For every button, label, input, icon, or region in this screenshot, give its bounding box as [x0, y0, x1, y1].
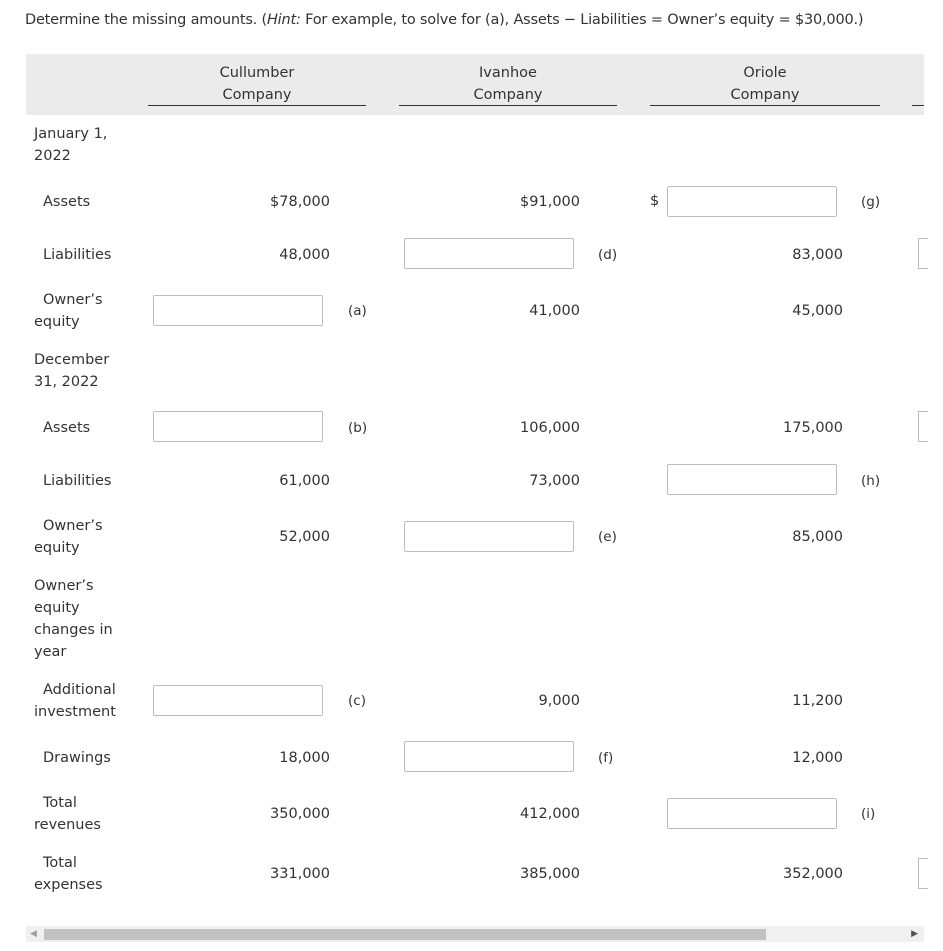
ivanhoe-total-revenues: 412,000 [520, 806, 580, 822]
input-d[interactable] [404, 238, 574, 269]
ivanhoe-additional-investment: 9,000 [538, 693, 580, 709]
row-label-liabilities: Liabilities [43, 247, 112, 263]
cullumber-equity-dec: 52,000 [279, 529, 330, 545]
input-e[interactable] [404, 521, 574, 552]
tag-a: (a) [348, 303, 367, 319]
scroll-right-icon[interactable]: ▶ [911, 929, 918, 939]
row-label-total-expenses: Total expenses [34, 855, 103, 893]
cullumber-total-revenues: 350,000 [270, 806, 330, 822]
cullumber-total-expenses: 331,000 [270, 866, 330, 882]
column-underline [148, 105, 366, 106]
row-label-owners-equity: Owner’s equity [34, 518, 103, 556]
instructions-text: Determine the missing amounts. (Hint: For example, to solve for (a), Assets − Liabilities = Owner’s equity = $30,000.) [25, 12, 864, 28]
offscreen-input[interactable] [918, 858, 928, 889]
column-underline [650, 105, 880, 106]
tag-d: (d) [598, 247, 618, 263]
cullumber-assets-jan: $78,000 [270, 194, 330, 210]
ivanhoe-equity-jan: 41,000 [529, 303, 580, 319]
ivanhoe-assets-jan: $91,000 [520, 194, 580, 210]
ivanhoe-total-expenses: 385,000 [520, 866, 580, 882]
column-header-ivanhoe: Ivanhoe Company [473, 65, 543, 103]
row-label-liabilities: Liabilities [43, 473, 112, 489]
input-i[interactable] [667, 798, 837, 829]
ivanhoe-assets-dec: 106,000 [520, 420, 580, 436]
tag-b: (b) [348, 420, 368, 436]
row-label-owners-equity: Owner’s equity [34, 292, 103, 330]
input-b[interactable] [153, 411, 323, 442]
dollar-sign: $ [650, 193, 660, 209]
row-label-drawings: Drawings [43, 750, 111, 766]
scrollbar-thumb[interactable] [44, 929, 766, 940]
tag-i: (i) [861, 806, 876, 822]
column-header-oriole: Oriole Company [730, 65, 800, 103]
cullumber-liabilities-jan: 48,000 [279, 247, 330, 263]
column-header-cullumber: Cullumber Company [219, 65, 295, 103]
oriole-total-expenses: 352,000 [783, 866, 843, 882]
tag-f: (f) [598, 750, 614, 766]
input-g[interactable] [667, 186, 837, 217]
scroll-left-icon[interactable]: ◀ [30, 929, 37, 939]
input-a[interactable] [153, 295, 323, 326]
offscreen-input[interactable] [918, 238, 928, 269]
tag-e: (e) [598, 529, 617, 545]
input-c[interactable] [153, 685, 323, 716]
input-f[interactable] [404, 741, 574, 772]
section-label-dec31: December 31, 2022 [34, 352, 110, 390]
tag-h: (h) [861, 473, 881, 489]
column-underline [399, 105, 617, 106]
oriole-assets-dec: 175,000 [783, 420, 843, 436]
tag-c: (c) [348, 693, 366, 709]
column-underline [912, 105, 924, 106]
ivanhoe-liabilities-dec: 73,000 [529, 473, 580, 489]
oriole-equity-dec: 85,000 [792, 529, 843, 545]
row-label-additional-investment: Additional investment [34, 682, 116, 720]
horizontal-scrollbar[interactable] [26, 926, 924, 942]
cullumber-liabilities-dec: 61,000 [279, 473, 330, 489]
cullumber-drawings: 18,000 [279, 750, 330, 766]
tag-g: (g) [861, 194, 881, 210]
section-label-changes: Owner’s equity changes in year [34, 578, 113, 660]
row-label-assets: Assets [43, 420, 91, 436]
row-label-assets: Assets [43, 194, 91, 210]
oriole-liabilities-jan: 83,000 [792, 247, 843, 263]
offscreen-input[interactable] [918, 411, 928, 442]
oriole-drawings: 12,000 [792, 750, 843, 766]
section-label-jan1: January 1, 2022 [34, 126, 108, 164]
row-label-total-revenues: Total revenues [34, 795, 101, 833]
input-h[interactable] [667, 464, 837, 495]
oriole-additional-investment: 11,200 [792, 693, 843, 709]
oriole-equity-jan: 45,000 [792, 303, 843, 319]
